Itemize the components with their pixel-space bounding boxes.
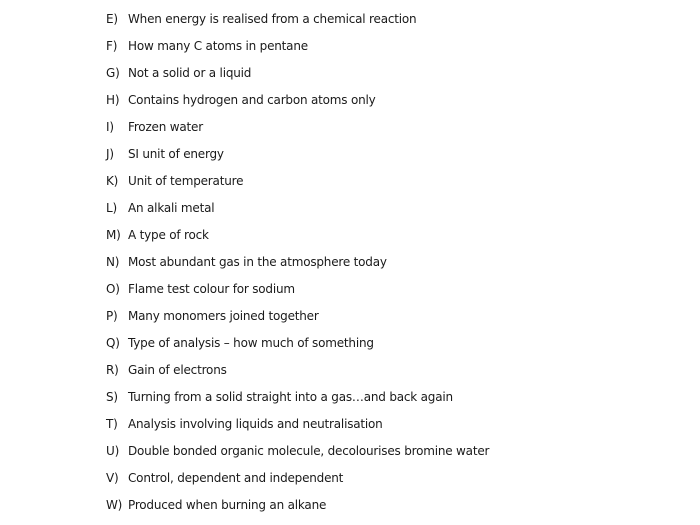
clue-item [106, 6, 489, 33]
clue-item [106, 438, 489, 465]
clue-text: Most abundant gas in the atmosphere today [128, 255, 387, 269]
clue-item [106, 330, 489, 357]
clue-letter: R) [106, 363, 119, 377]
clue-item [106, 249, 489, 276]
clue-item [106, 222, 489, 249]
clue-item [106, 33, 489, 60]
clue-text: Flame test colour for sodium [128, 282, 295, 296]
clue-item [106, 492, 489, 519]
clue-item [106, 114, 489, 141]
clue-letter: L) [106, 201, 117, 215]
clue-letter: W) [106, 498, 123, 512]
clue-item [106, 195, 489, 222]
clue-letter: S) [106, 390, 118, 404]
clue-letter: N) [106, 255, 120, 269]
clue-text: How many C atoms in pentane [128, 39, 308, 53]
clue-item [106, 168, 489, 195]
clue-item [106, 276, 489, 303]
clue-letter: Q) [106, 336, 120, 350]
clue-text: Turning from a solid straight into a gas…and back again [128, 390, 453, 404]
clue-item [106, 87, 489, 114]
clue-text: Double bonded organic molecule, decolourises bromine water [128, 444, 490, 458]
clue-text: Type of analysis – how much of something [128, 336, 374, 350]
clue-letter: J) [106, 147, 114, 161]
clue-letter: F) [106, 39, 118, 53]
clue-text: Contains hydrogen and carbon atoms only [128, 93, 376, 107]
clue-item [106, 357, 489, 384]
clue-text: Control, dependent and independent [128, 471, 344, 485]
clue-text: SI unit of energy [128, 147, 224, 161]
clue-text: Many monomers joined together [128, 309, 319, 323]
clue-letter: K) [106, 174, 119, 188]
clue-letter: M) [106, 228, 121, 242]
clue-letter: T) [106, 417, 118, 431]
clue-text: Unit of temperature [128, 174, 244, 188]
clue-letter: I) [106, 120, 114, 134]
clue-text: Gain of electrons [128, 363, 227, 377]
clue-item [106, 141, 489, 168]
clue-text: When energy is realised from a chemical reaction [128, 12, 417, 26]
clue-letter: O) [106, 282, 120, 296]
clue-text: Analysis involving liquids and neutralisation [128, 417, 383, 431]
clue-item [106, 384, 489, 411]
clue-letter: G) [106, 66, 120, 80]
clue-text: An alkali metal [128, 201, 215, 215]
clue-item [106, 303, 489, 330]
clue-item [106, 60, 489, 87]
clue-letter: E) [106, 12, 118, 26]
clue-item [106, 465, 489, 492]
clue-letter: P) [106, 309, 118, 323]
clue-text: Frozen water [128, 120, 203, 134]
clue-letter: V) [106, 471, 119, 485]
clue-list [106, 6, 489, 519]
clue-item [106, 411, 489, 438]
clue-text: Produced when burning an alkane [128, 498, 327, 512]
clue-text: A type of rock [128, 228, 209, 242]
clue-letter: H) [106, 93, 120, 107]
clue-text: Not a solid or a liquid [128, 66, 252, 80]
clue-letter: U) [106, 444, 120, 458]
